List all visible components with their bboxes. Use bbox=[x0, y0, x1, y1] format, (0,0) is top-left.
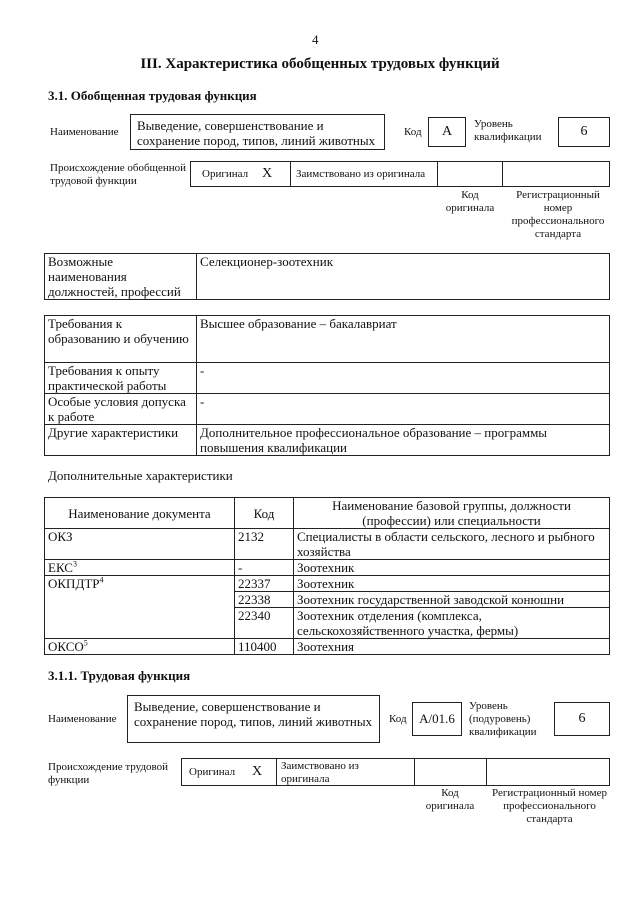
okso-name: Зоотехния bbox=[294, 639, 610, 655]
okz-name: Специалисты в области сельского, лесного и рыбного хозяйства bbox=[294, 529, 610, 560]
okpdtr-code: 22340 bbox=[235, 608, 294, 639]
gtf-origin-label: Происхождение обобщенной трудовой функции bbox=[50, 162, 187, 187]
tf-level-value: 6 bbox=[554, 702, 610, 736]
okpdtr-name: Зоотехник bbox=[294, 576, 610, 592]
eks-name: Зоотехник bbox=[294, 560, 610, 576]
additional-title: Дополнительные характеристики bbox=[48, 468, 233, 483]
header-doc: Наименование документа bbox=[45, 498, 235, 529]
tf-code-label: Код bbox=[389, 713, 407, 725]
gtf-code-original-caption: Код оригинала bbox=[445, 189, 495, 214]
positions-label: Возможные наименования должностей, профессий bbox=[45, 254, 197, 300]
requirement-label: Другие характеристики bbox=[45, 425, 197, 456]
gtf-code-label: Код bbox=[404, 126, 422, 138]
gtf-reg-number-caption: Регистрационный номер профессионального стандарта bbox=[511, 189, 605, 240]
requirement-label: Требования к опыту практической работы bbox=[45, 363, 197, 394]
gtf-level-value: 6 bbox=[558, 117, 610, 147]
tf-level-label: Уровень (подуровень) квалификации bbox=[469, 700, 537, 738]
requirement-row bbox=[45, 394, 610, 425]
table-row bbox=[45, 529, 610, 560]
table-row bbox=[45, 560, 610, 576]
tf-code-original-caption: Код оригинала bbox=[425, 787, 475, 812]
requirement-value: - bbox=[197, 394, 610, 425]
positions-table bbox=[44, 253, 610, 300]
requirement-label: Особые условия допуска к работе bbox=[45, 394, 197, 425]
eks-code: - bbox=[235, 560, 294, 576]
table-row bbox=[45, 576, 610, 592]
okpdtr-doc: ОКПДТР$^4$ bbox=[45, 576, 235, 639]
requirements-table bbox=[44, 315, 610, 456]
gtf-code-value: A bbox=[428, 117, 466, 147]
requirement-row bbox=[45, 316, 610, 363]
gtf-borrowed-label: Заимствовано из оригинала bbox=[296, 168, 426, 180]
tf-name-label: Наименование bbox=[48, 713, 117, 725]
gtf-original-label: Оригинал bbox=[202, 168, 249, 180]
gtf-level-label: Уровень квалификации bbox=[474, 118, 542, 143]
okz-code: 2132 bbox=[235, 529, 294, 560]
header-code: Код bbox=[235, 498, 294, 529]
requirement-value: Дополнительное профессиональное образование – программы повышения квалификации bbox=[197, 425, 610, 456]
requirement-row bbox=[45, 425, 610, 456]
requirement-row bbox=[45, 363, 610, 394]
okso-code: 110400 bbox=[235, 639, 294, 655]
tf-origin-label: Происхождение трудовой функции bbox=[48, 761, 169, 786]
okso-doc: ОКСО$^5$ bbox=[45, 639, 235, 655]
okpdtr-code: 22337 bbox=[235, 576, 294, 592]
requirement-value: - bbox=[197, 363, 610, 394]
requirement-label: Требования к образованию и обучению bbox=[45, 316, 197, 363]
tf-original-mark: X bbox=[252, 764, 263, 779]
requirement-value: Высшее образование – бакалавриат bbox=[197, 316, 610, 363]
gtf-original-mark: X bbox=[262, 166, 273, 181]
tf-reg-number-caption: Регистрационный номер профессионального стандарта bbox=[491, 787, 608, 825]
page-number: 4 bbox=[312, 32, 319, 47]
gtf-name-value: Выведение, совершенствование и сохранение пород, типов, линий животных bbox=[130, 114, 385, 150]
positions-value: Селекционер-зоотехник bbox=[197, 254, 610, 300]
table-row bbox=[45, 639, 610, 655]
tf-heading: 3.1.1. Трудовая функция bbox=[48, 668, 191, 683]
header-name: Наименование базовой группы, должности (профессии) или специальности bbox=[294, 498, 610, 529]
tf-code-value: A/01.6 bbox=[412, 702, 462, 736]
gtf-heading: 3.1. Обобщенная трудовая функция bbox=[48, 88, 257, 103]
okpdtr-code: 22338 bbox=[235, 592, 294, 608]
tf-borrowed-label: Заимствовано из оригинала bbox=[281, 760, 359, 785]
okpdtr-name: Зоотехник отделения (комплекса, сельскохозяйственного участка, фермы) bbox=[294, 608, 610, 639]
section-title: III. Характеристика обобщенных трудовых функций bbox=[140, 56, 500, 72]
tf-name-value: Выведение, совершенствование и сохранение пород, типов, линий животных bbox=[127, 695, 380, 743]
okpdtr-name: Зоотехник государственной заводской конюшни bbox=[294, 592, 610, 608]
additional-table bbox=[44, 497, 610, 655]
tf-original-label: Оригинал bbox=[189, 766, 236, 778]
okz-doc: ОКЗ bbox=[45, 529, 235, 560]
eks-doc: ЕКС$^3$ bbox=[45, 560, 235, 576]
gtf-name-label: Наименование bbox=[50, 126, 119, 138]
